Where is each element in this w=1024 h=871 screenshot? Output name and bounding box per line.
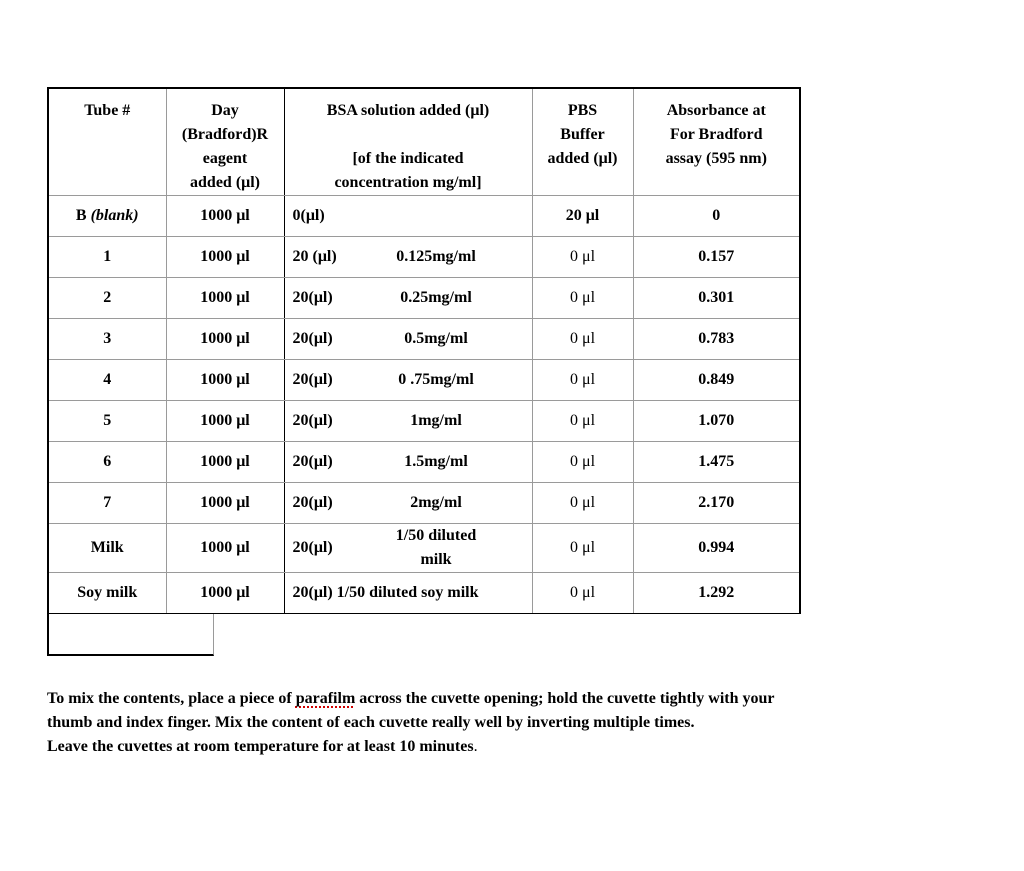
- cell-tube: 1: [48, 237, 166, 278]
- misspelled-word-parafilm: parafilm: [295, 690, 356, 707]
- cell-absorbance: 1.292: [633, 573, 800, 614]
- table-row: [48, 524, 800, 573]
- cell-tube: Milk: [48, 524, 166, 573]
- cell-absorbance: 0.157: [633, 237, 800, 278]
- cell-tube: Soy milk: [48, 573, 166, 614]
- instruction-line-1: To mix the contents, place a piece of parafilm across the cuvette opening; hold the cuvette tightly with your: [47, 690, 775, 707]
- cell-bsa: 20(μl) 1/50 diluted milk: [284, 524, 532, 573]
- table-row: [48, 319, 800, 360]
- cell-absorbance: 1.070: [633, 401, 800, 442]
- cell-pbs: 0 μl: [532, 524, 633, 573]
- cell-reagent: 1000 μl: [166, 524, 284, 573]
- cell-bsa: 20(μl) 0 .75mg/ml: [284, 360, 532, 401]
- cell-pbs: 0 μl: [532, 442, 633, 483]
- cell-tube: 5: [48, 401, 166, 442]
- cell-bsa: 20(μl) 1.5mg/ml: [284, 442, 532, 483]
- cell-pbs: 0 μl: [532, 573, 633, 614]
- cell-bsa: 20(μl) 1/50 diluted soy milk: [284, 573, 532, 614]
- cell-tube: 2: [48, 278, 166, 319]
- cell-reagent: 1000 μl: [166, 573, 284, 614]
- cell-tube: 6: [48, 442, 166, 483]
- cell-reagent: 1000 μl: [166, 319, 284, 360]
- table-row: [48, 442, 800, 483]
- table-row: [48, 483, 800, 524]
- table-row: [48, 360, 800, 401]
- cell-pbs: 0 μl: [532, 319, 633, 360]
- table-header-row: [48, 88, 800, 196]
- table-row: [48, 278, 800, 319]
- instruction-line-2: thumb and index finger. Mix the content of each cuvette really well by inverting multiple times.: [47, 714, 695, 731]
- cell-absorbance: 0.783: [633, 319, 800, 360]
- cell-bsa: 20(μl) 1mg/ml: [284, 401, 532, 442]
- cell-tube: 4: [48, 360, 166, 401]
- cell-bsa: 20(μl) 0.5mg/ml: [284, 319, 532, 360]
- mixing-instructions: [47, 687, 947, 759]
- cell-tube: 3: [48, 319, 166, 360]
- cell-absorbance: 0.849: [633, 360, 800, 401]
- cell-reagent: 1000 μl: [166, 196, 284, 237]
- table-row: [48, 401, 800, 442]
- header-absorbance: Absorbance at For Bradford assay (595 nm): [633, 88, 800, 196]
- cell-pbs: 0 μl: [532, 237, 633, 278]
- cell-reagent: 1000 μl: [166, 237, 284, 278]
- cell-tube: 7: [48, 483, 166, 524]
- cell-bsa: 20(μl) 0.25mg/ml: [284, 278, 532, 319]
- bradford-assay-table: [47, 87, 801, 614]
- cell-reagent: 1000 μl: [166, 278, 284, 319]
- table-row: [48, 196, 800, 237]
- cell-reagent: 1000 μl: [166, 442, 284, 483]
- cell-pbs: 0 μl: [532, 401, 633, 442]
- cell-absorbance: 0: [633, 196, 800, 237]
- cell-absorbance: 0.994: [633, 524, 800, 573]
- cell-pbs: 20 μl: [532, 196, 633, 237]
- cell-reagent: 1000 μl: [166, 483, 284, 524]
- cell-pbs: 0 μl: [532, 278, 633, 319]
- table-row: [48, 573, 800, 614]
- cell-pbs: 0 μl: [532, 360, 633, 401]
- cell-pbs: 0 μl: [532, 483, 633, 524]
- header-pbs: PBS Buffer added (μl): [532, 88, 633, 196]
- cell-reagent: 1000 μl: [166, 360, 284, 401]
- cell-reagent: 1000 μl: [166, 401, 284, 442]
- cell-bsa: 20 (μl) 0.125mg/ml: [284, 237, 532, 278]
- cell-bsa: 20(μl) 2mg/ml: [284, 483, 532, 524]
- empty-table-cell: [47, 614, 214, 656]
- cell-absorbance: 1.475: [633, 442, 800, 483]
- header-reagent: Day (Bradford)R eagent added (μl): [166, 88, 284, 196]
- cell-absorbance: 0.301: [633, 278, 800, 319]
- header-tube: Tube #: [48, 88, 166, 196]
- header-bsa: BSA solution added (μl) [of the indicated concentration mg/ml]: [284, 88, 532, 196]
- instruction-line-3: Leave the cuvettes at room temperature for at least 10 minutes.: [47, 738, 478, 755]
- cell-absorbance: 2.170: [633, 483, 800, 524]
- cell-bsa: 0(μl): [284, 196, 532, 237]
- cell-tube: B (blank): [48, 196, 166, 237]
- table-body: [48, 196, 800, 614]
- table-row: [48, 237, 800, 278]
